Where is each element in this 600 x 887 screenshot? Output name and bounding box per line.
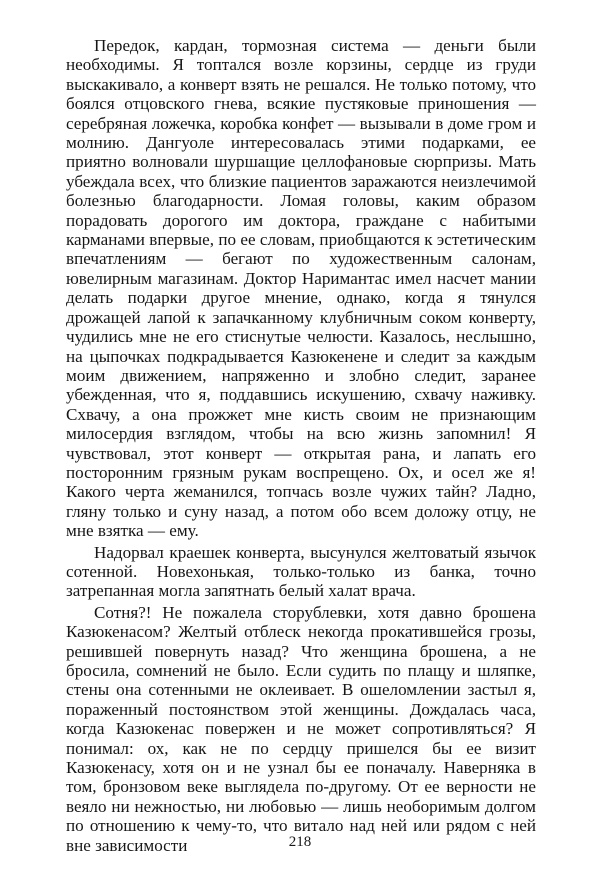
text-block [66,36,536,855]
page-number: 218 [288,834,312,850]
paragraph-2: Надорвал краешек конверта, высунулся желтоватый язычок сотенной. Новехонькая, только-только из банка, точно затрепанная могла запятнать белый халат врача. [66,542,536,601]
paragraph-1: Передок, кардан, тормозная система — деньги были необходимы. Я топтался возле корзины, сердце из груди выскакивало, а конверт взять не решался. Не только потому, что боялся отцовского гнева, всякие пустяковые приношения — серебряная ложечка, коробка конфет — вызывали в доме гром и молнию. Дангуоле интересовалась этими подарками, ее приятно волновали шуршащие целлофановые сюрпризы. Мать убеждала всех, что близкие пациентов заражаются неизлечимой болезнью благодарности. Ломая головы, каким образом порадовать дорогого им доктора, граждане с набитыми карманами впервые, по ее словам, приобщаются к эстетическим впечатлениям — бегают по художественным салонам, ювелирным магазинам. Доктор Наримантас имел насчет мании делать подарки другое мнение, однако, когда я тянулся дрожащей лапой к запачканному клубничным соком конверту, чудились мне не его стиснутые челюсти. Казалось, неслышно, на цыпочках подкрадывается Казюкенене и следит за каждым моим движением, напряженно и злобно следит, заранее убежденная, что я, поддавшись искушению, схвачу наживку. Схвачу, а она прожжет мне кисть своим не признающим милосердия взглядом, чтобы на всю жизнь запомнил! Я чувствовал, этот конверт — открытая рана, и лапать его посторонним грязным рукам воспрещено. Ох, и осел же я! Какого черта жеманился, топчась возле чужих тайн? Ладно, гляну только и суну назад, а потом обо всем доложу отцу, не мне взятка — ему. [66,36,536,541]
paragraph-3: Сотня?! Не пожалела сторублевки, хотя давно брошена Казюкенасом? Желтый отблеск некогда прокатившейся грозы, решившей повернуть назад? Что женщина брошена, а не бросила, сомнений не было. Если судить по плащу и шляпке, стены она сотенными не оклеивает. В ошеломлении застыл я, пораженный постоянством этой женщины. Дождалась часа, когда Казюкенас повержен и не может сопротивляться? Я понимал: ох, как не по сердцу пришелся бы ее визит Казюкенасу, хотя он и не узнал бы ее поначалу. Наверняка в том, бронзовом веке выглядела по-другому. От ее верности не веяло ни нежностью, ни любовью — лишь необоримым долгом по отношению к чему-то, что витало над ней или рядом с ней вне зависимости [66,602,536,855]
